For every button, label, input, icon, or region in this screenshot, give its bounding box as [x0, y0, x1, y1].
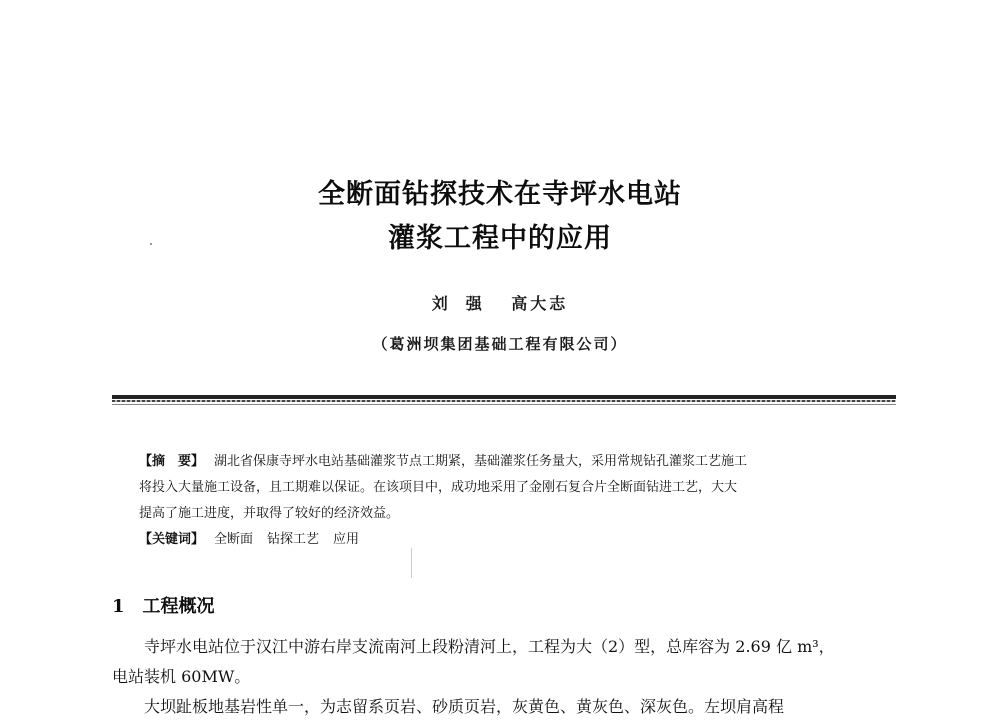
- keywords-line: [139, 527, 869, 553]
- abstract-text: 湖北省保康寺坪水电站基础灌浆节点工期紧，基础灌浆任务量大，采用常规钻孔灌浆工艺施工: [214, 454, 748, 469]
- section-heading: [112, 592, 215, 618]
- scan-speck: [411, 548, 412, 578]
- abstract-line: [139, 449, 869, 475]
- abstract-line: 将投入大量施工设备，且工期难以保证。在该项目中，成功地采用了金刚石复合片全断面钻进工艺，大大: [139, 480, 738, 495]
- author-name: 刘强: [431, 294, 500, 313]
- header-divider: [112, 404, 896, 405]
- keyword: 应用: [333, 532, 360, 547]
- scan-speck: [150, 243, 152, 245]
- paragraph-line: 大坝趾板地基岩性单一，为志留系页岩、砂质页岩，灰黄色、黄灰色、深灰色。左坝肩高程: [144, 697, 785, 716]
- paper-title-line-1: 全断面钻探技术在寺坪水电站: [318, 179, 682, 210]
- abstract-line: 提高了施工进度，并取得了较好的经济效益。: [139, 506, 400, 521]
- section-title: 工程概况: [142, 596, 215, 617]
- author-affiliation: （葛洲坝集团基础工程有限公司）: [372, 335, 628, 353]
- keyword: 全断面: [214, 532, 254, 547]
- paragraph-line: 电站装机 60MW。: [112, 667, 251, 686]
- body-text: [112, 632, 902, 722]
- author-list: [0, 291, 1000, 314]
- header-divider: [112, 395, 896, 399]
- section-number: 1: [112, 596, 125, 617]
- keywords-label: 【关键词】: [139, 532, 205, 547]
- paper-title-line-2: 灌浆工程中的应用: [388, 223, 612, 254]
- abstract-label: 【摘 要】: [139, 454, 205, 469]
- author-name: 高大志: [511, 294, 569, 313]
- abstract-block: [139, 449, 869, 553]
- header-divider: [112, 400, 896, 402]
- keyword: 钻探工艺: [267, 532, 320, 547]
- paragraph-line: 寺坪水电站位于汉江中游右岸支流南河上段粉清河上，工程为大（2）型，总库容为 2.69 亿 m³，: [144, 637, 835, 656]
